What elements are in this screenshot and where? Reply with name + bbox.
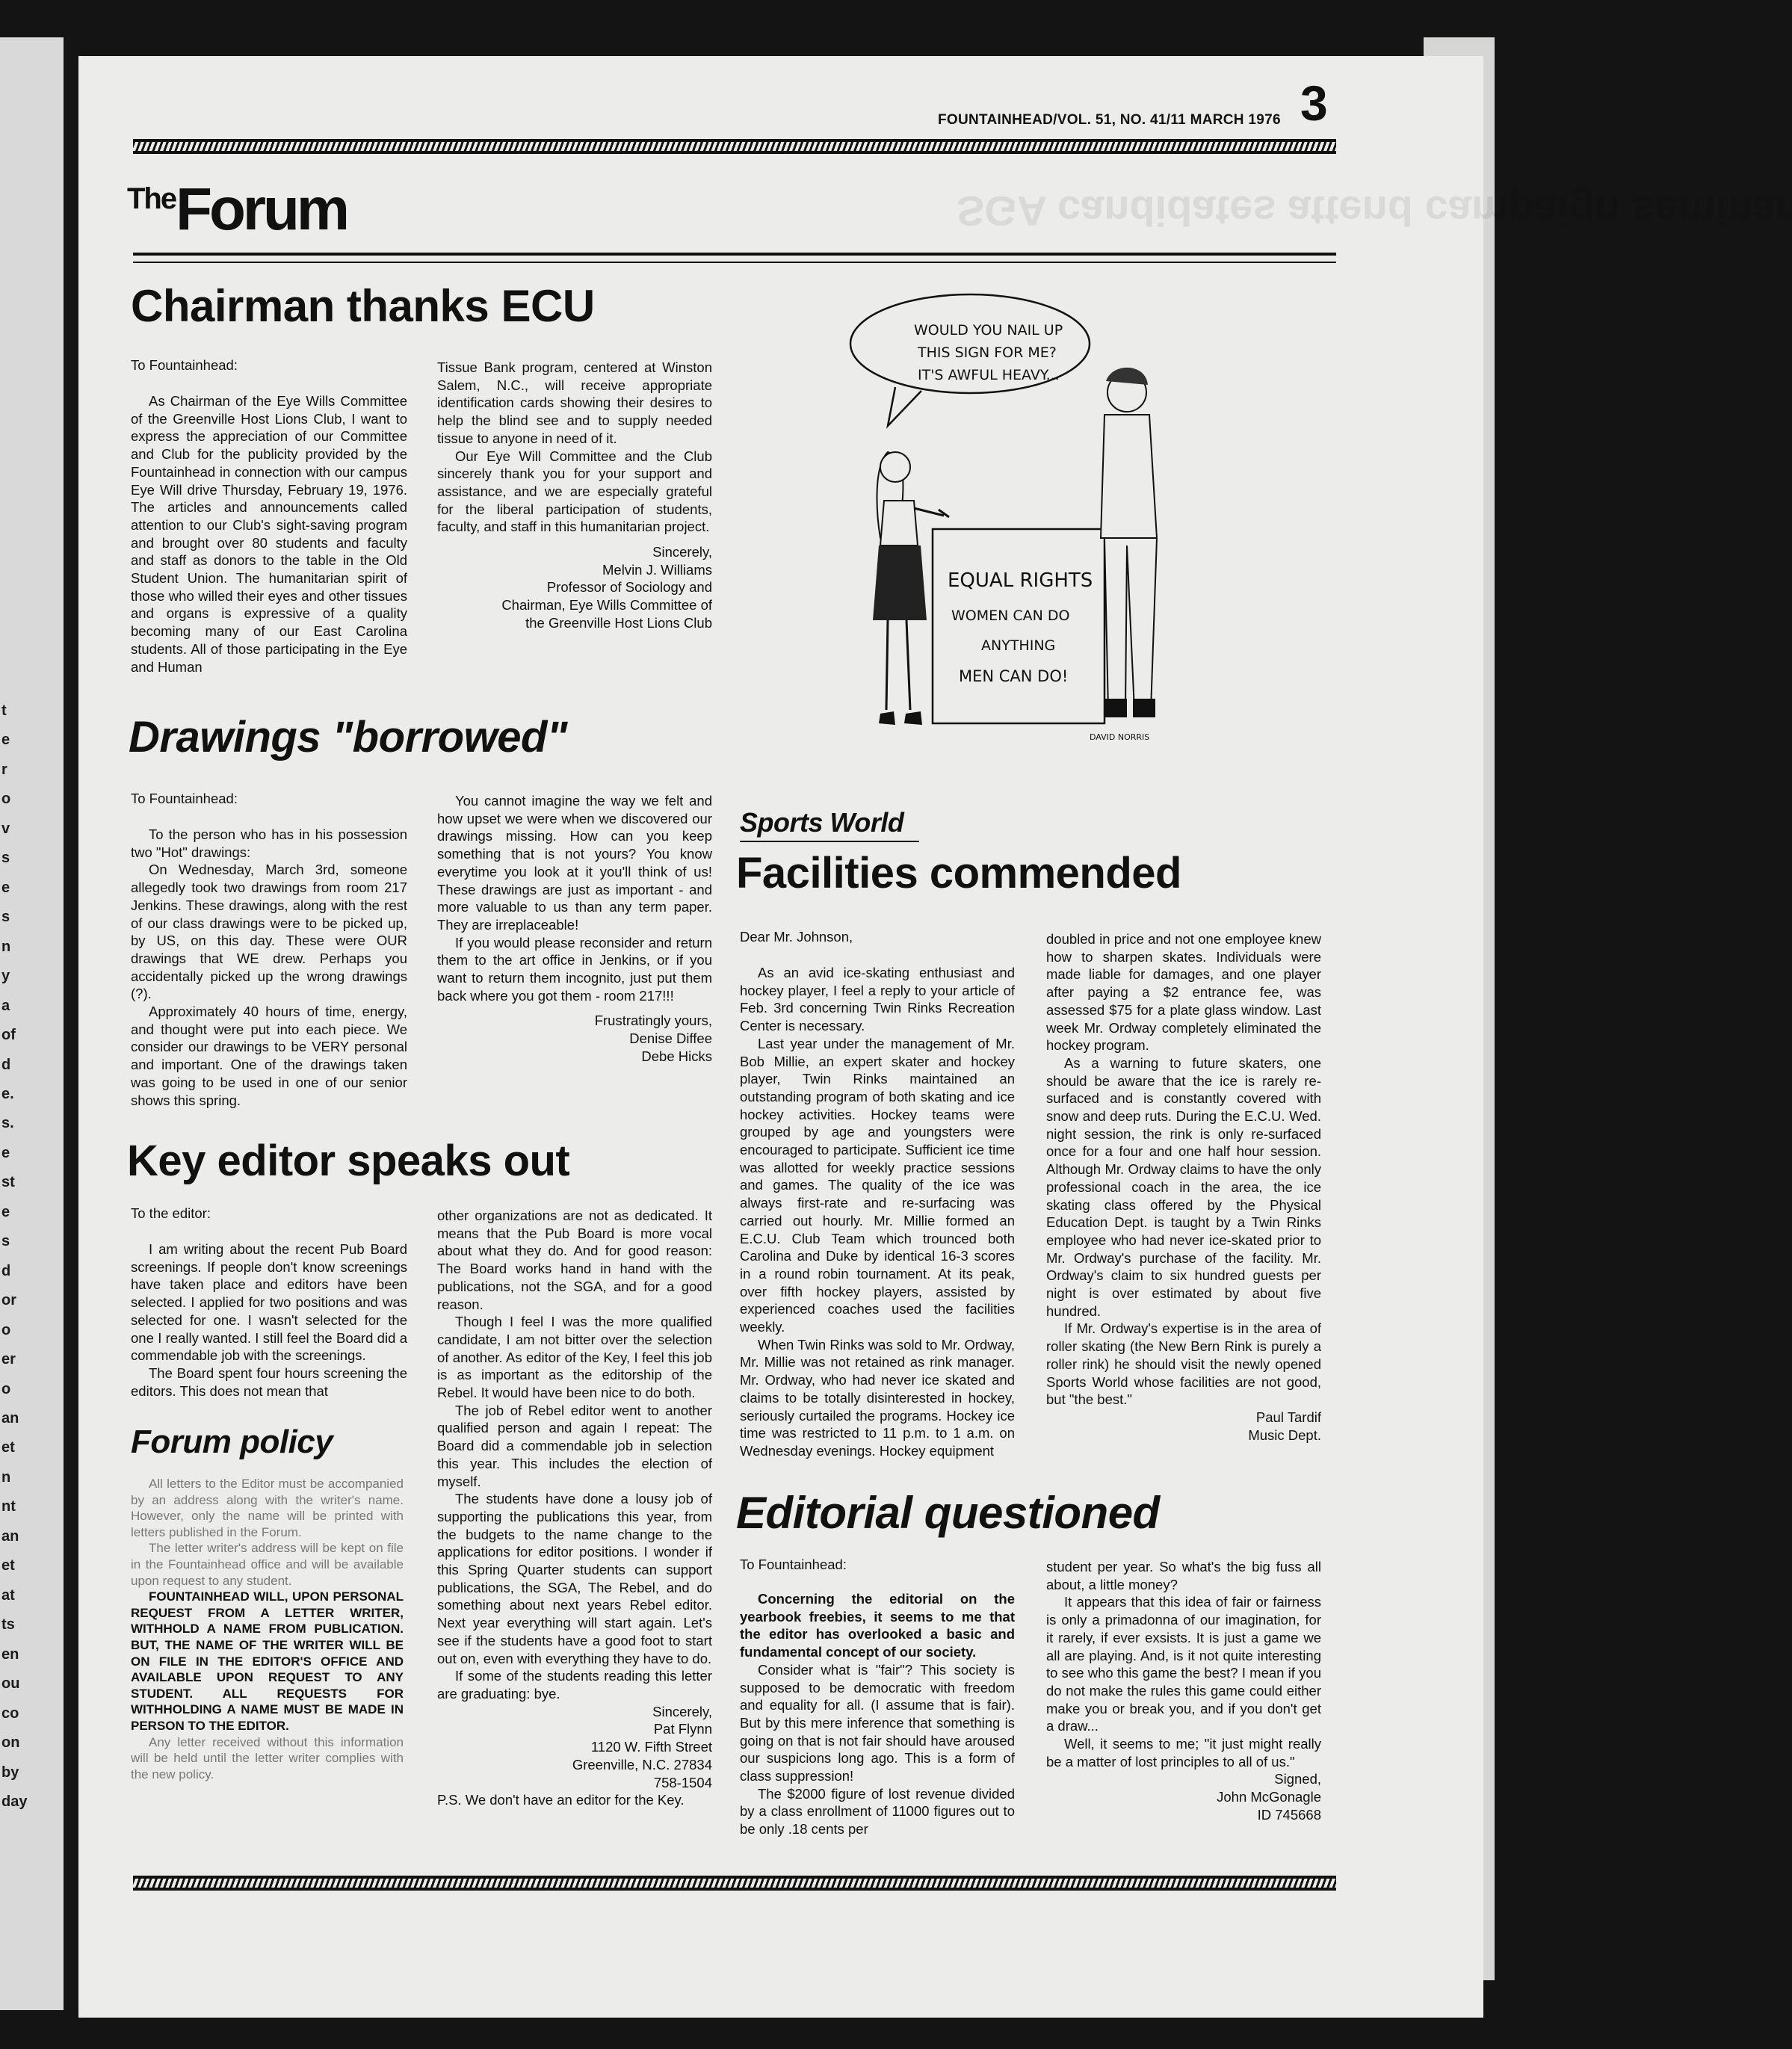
salutation-drawings: To Fountainhead: [131,791,238,806]
adjacent-page-fragment: at [1,1586,15,1604]
bubble-line-3: IT'S AWFUL HEAVY... [918,367,1060,383]
paragraph: As a warning to future skaters, one should be aware that the ice is rarely re-surfaced and is constantly covered with snow and deep ruts. During the E.C.U. Wed. night session, the rink is only re-surfaced once for a four and one half hour session. Although Mr. Ordway claims to have the only professional coach in the area, the ice skating class offered by the Physical Education Dept. is taught by a Twin Rinks employee who had never ice-skated prior to Mr. Ordway's purchase of the facility. Mr. Ordway's claim to six hundred guests per night is over estimated by about five hundred. [1046,1054,1321,1319]
adjacent-page-fragment: r [1,761,7,778]
adjacent-page-fragment: s [1,909,10,926]
adjacent-page-fragment: or [1,1292,16,1309]
sign-line-1: EQUAL RIGHTS [948,569,1093,592]
adjacent-page-fragment: s. [1,1115,14,1132]
paragraph: It appears that this idea of fair or fairness is only a primadonna of our imagination, for it rarely, if ever exsists. It is just a game we all are playing. And, is it not quite interesting to see who this game the best? I mean if you do not make the rules this game could either make you or break you, and if you don't get a draw... [1046,1594,1321,1734]
signature-line: the Greenville Host Lions Club [525,614,712,631]
adjacent-page-fragment: day [1,1793,28,1810]
paragraph: The students have done a lousy job of supporting the publications this year, from the budgets to the name change to the applications for editor positions. I wonder if this Spring Quarter students can support publications, the SGA, The Rebel, and do something about next years Rebel editor. Next year everything will start again. Let's see if the students have a good foot to start out on, even with everything they have to do. [437,1491,712,1666]
adjacent-page-fragment: e. [1,1085,14,1102]
signature-line: Debe Hicks [641,1048,712,1064]
paragraph: The Board spent four hours screening the editors. This does not mean that [131,1365,407,1399]
paragraph: I am writing about the recent Pub Board screenings. If people don't know screenings have taken place and editors have been selected. I applied for two positions and was selected for one. I wasn't selected for the one I really wanted. I still feel the Board did a commendable job with the screenings. [131,1241,407,1364]
adjacent-page-fragment: et [1,1557,15,1574]
adjacent-page-fragment: e [1,1203,10,1220]
artist-signature: DAVID NORRIS [1090,732,1150,742]
adjacent-page-fragment: e [1,732,10,749]
paragraph: Our Eye Will Committee and the Club sincerely thank you for your support and assistance, and we are especially grateful for the liberal participation of students, faculty, and staff in this humanitarian project. [437,448,712,535]
paragraph: doubled in price and not one employee knew how to sharpen skates. Individuals were made liable for damages, and one player after paying a $2 entrance fee, was assessed $75 for a plate glass window. Last week Mr. Ordway completely eliminated the hockey program. [1046,931,1321,1054]
sign-line-2: WOMEN CAN DO [951,608,1070,624]
adjacent-page-fragment: et [1,1439,15,1456]
adjacent-page-fragment: ts [1,1616,15,1634]
bubble-line-1: WOULD YOU NAIL UP [914,322,1063,339]
adjacent-page-fragment: by [1,1764,19,1781]
postscript: P.S. We don't have an editor for the Key. [437,1792,685,1808]
paragraph: If Mr. Ordway's expertise is in the area of roller skating (the New Bern Rink is purely a roller rink) he should visit the newly opened Sports World whose facilities are not good, but "the best." [1046,1320,1321,1408]
adjacent-page-fragment: v [1,820,10,837]
kicker-underline [740,841,919,842]
adjacent-page-fragment: n [1,938,11,955]
adjacent-page-fragment: an [1,1527,19,1545]
top-wavy-rule [133,139,1336,154]
signature-line: Professor of Sociology and [546,579,712,596]
drawings-column-1 [131,826,407,1109]
paragraph: Consider what is "fair"? This society is supposed to be democratic with freedom and equality for all. (I assume that is fair). But by this mere inference that something is going on that is not fair should have aroused our suspicions long ago. This is a form of class suppression! [740,1661,1015,1784]
paragraph: Well, it seems to me; "it just might really be a matter of lost principles to all of us." [1046,1736,1321,1770]
issue-info: FOUNTAINHEAD/VOL. 51, NO. 41/11 MARCH 1976 [938,112,1281,128]
paragraph: Tissue Bank program, centered at Winston Salem, N.C., will receive appropriate identification cards showing their desires to help the blind see and to supply needed tissue to anyone in need of it. [437,359,712,446]
headline-forum-policy: Forum policy [131,1424,333,1460]
adjacent-page-fragment: d [1,1056,11,1073]
sign-line-4: MEN CAN DO! [959,667,1069,685]
signature-line: ID 745668 [1257,1806,1321,1823]
paragraph: Though I feel I was the more qualified candidate, I am not bitter over the selection of another. As editor of the Key, I feel this job is as important as the editorship of the Rebel. It would have been nice to do both. [437,1314,712,1401]
salutation-facilities: Dear Mr. Johnson, [740,929,853,945]
paragraph: All letters to the Editor must be accompanied by an address along with the writer's name. However, only the name will be printed with letters published in the Forum. [131,1477,404,1539]
drawings-column-2 [437,792,712,1066]
facilities-column-1 [740,964,1015,1460]
signature-line: Signed, [1274,1771,1321,1787]
masthead-rule-thin [133,262,1336,263]
sports-world-kicker: Sports World [740,807,904,838]
paragraph: The letter writer's address will be kept on file in the Fountainhead office and will be available upon request to any student. [131,1541,404,1588]
paragraph: other organizations are not as dedicated. It means that the Pub Board is more vocal about what they do. And for good reason: The Board works hand in hand with the publications, not the SGA, and for a good reason. [437,1208,712,1312]
paragraph: If some of the students reading this letter are graduating: bye. [437,1668,712,1702]
signature-line: Frustratingly yours, [594,1013,712,1029]
bubble-line-2: THIS SIGN FOR ME? [918,344,1057,361]
salutation-editorial: To Fountainhead: [740,1557,847,1572]
adjacent-page-fragment: s [1,850,10,867]
adjacent-page-fragment: on [1,1734,20,1752]
signature-line: Sincerely, [652,1703,712,1719]
signature-line: Paul Tardif [1255,1409,1321,1425]
adjacent-page-fragment: st [1,1174,15,1191]
paragraph: Approximately 40 hours of time, energy, and thought were put into each piece. We consider our drawings to be VERY personal and important. One of the drawings taken was going to be used in one of our senior shows this spring. [131,1004,407,1108]
bottom-wavy-rule [133,1876,1336,1891]
adjacent-page-fragment: s [1,1233,10,1250]
bleed-through-text: SGA candidates attend campaign seminar [957,188,1792,235]
headline-editorial: Editorial questioned [736,1488,1160,1538]
adjacent-page-fragment: an [1,1410,19,1427]
adjacent-page-fragment: d [1,1262,11,1279]
headline-key-editor: Key editor speaks out [127,1137,570,1185]
signature-line: Greenville, N.C. 27834 [572,1756,712,1773]
paragraph: You cannot imagine the way we felt and how upset we were when we discovered our drawings missing. How can you keep something that is not yours? You know everytime you look at it you'll think of us! These drawings are just as important - and more valuable to us than any term paper. They are irreplaceable! [437,793,712,933]
paragraph: Any letter received without this information will be held until the letter writer complies with the new policy. [131,1734,404,1781]
adjacent-page-fragment: er [1,1351,16,1368]
paragraph: FOUNTAINHEAD WILL, UPON PERSONAL REQUEST FROM A LETTER WRITER, WITHHOLD A NAME FROM PUBLICATION. BUT, THE NAME OF THE WRITER WILL BE ON FILE IN THE EDITOR'S OFFICE AND AVAILABLE UPON REQUEST TO ANY STUDENT. ALL REQUESTS FOR WITHHOLDING A NAME MUST BE MADE IN PERSON TO THE EDITOR. [131,1589,404,1733]
editorial-cartoon [843,291,1202,747]
paragraph: student per year. So what's the big fuss all about, a little money? [1046,1559,1321,1592]
paragraph: The $2000 figure of lost revenue divided by a class enrollment of 11000 figures out to be only .18 cents per [740,1785,1015,1838]
headline-chairman: Chairman thanks ECU [131,281,595,331]
signature-line: Chairman, Eye Wills Committee of [501,597,712,614]
paragraph: To the person who has in his possession two "Hot" drawings: [131,826,407,860]
signature-line: Melvin J. Williams [602,561,712,578]
adjacent-page-fragment: a [1,997,10,1014]
adjacent-page-fragment: n [1,1468,11,1486]
paragraph: The job of Rebel editor went to another qualified person and again I repeat: The Board did a commendable job in selection this year. This includes the election of myself. [437,1402,712,1489]
adjacent-page-fragment: t [1,702,7,719]
masthead-rule [133,253,1336,256]
forum-policy-text [131,1476,404,1782]
paragraph: If you would please reconsider and return them to the art office in Jenkins, or if you want to return them incognito, just put them back where you got them - room 217!!! [437,934,712,1004]
salutation-key-editor: To the editor: [131,1205,211,1221]
headline-drawings: Drawings "borrowed" [129,713,567,761]
signature-line: 1120 W. Fifth Street [590,1739,712,1755]
editorial-column-2 [1046,1558,1321,1824]
adjacent-page-fragment: en [1,1645,19,1663]
signature-line: Music Dept. [1248,1427,1321,1443]
adjacent-page-fragment: nt [1,1498,16,1515]
salutation-chairman: To Fountainhead: [131,357,238,373]
adjacent-page-fragment: o [1,1380,11,1397]
adjacent-page-fragment: of [1,1027,16,1044]
page-number: 3 [1300,75,1328,131]
paragraph: As an avid ice-skating enthusiast and hockey player, I feel a reply to your article of Feb. 3rd concerning Twin Rinks Recreation Center is necessary. [740,965,1015,1034]
paragraph: Last year under the management of Mr. Bob Millie, an expert skater and hockey player, Twin Rinks maintained an outstanding program of both skating and ice hockey activities. Hockey teams were grouped by age and youngsters were encouraged to participate. Sufficient ice time was allotted for weekly practice sessions and games. The quality of the ice was always first-rate and re-surfacing was carried out hourly. Mr. Millie formed an E.C.U. Club Team which trounced both Carolina and Duke by identical 16-3 scores in a round robin tournament. At its peak, over fifth hockey players, assisted by experienced coaches used the facilities weekly. [740,1035,1015,1335]
chairman-column-2 [437,359,712,632]
key-editor-column-1 [131,1240,407,1400]
chairman-column-1 [131,392,407,676]
paragraph: Concerning the editorial on the yearbook freebies, it seems to me that the editor has overlooked a basic and fundamental concept of our society. [740,1591,1015,1660]
signature-line: Denise Diffee [629,1030,712,1047]
signature-line: 758-1504 [653,1774,712,1790]
signature-line: John McGonagle [1217,1789,1321,1805]
logo-forum: Forum [176,176,347,242]
adjacent-page-fragment: y [1,968,10,985]
key-editor-column-2 [437,1207,712,1809]
signature-line: Sincerely, [652,544,712,560]
adjacent-page-fragment: o [1,1321,11,1338]
adjacent-page-fragment: e [1,879,10,896]
paragraph: On Wednesday, March 3rd, someone allegedly took two drawings from room 217 Jenkins. These drawings, along with the rest of our class drawings were to be picked up, by US, on this day. These were OUR drawings that WE drew. Perhaps you accidentally picked up the wrong drawings (?). [131,862,407,1002]
editorial-column-1 [740,1590,1015,1838]
headline-facilities: Facilities commended [736,849,1181,897]
signature-line: Pat Flynn [653,1721,712,1737]
adjacent-page-fragment: o [1,791,11,808]
sign-line-3: ANYTHING [981,637,1056,654]
section-logo [127,176,347,242]
paragraph: As Chairman of the Eye Wills Committee of the Greenville Host Lions Club, I want to express the appreciation of our Committee and Club for the publicity provided by the Fountainhead in connection with our campus Eye Will drive Thursday, February 19, 1976. The articles and announcements called attention to our Club's sight-saving program and brought over 80 students and faculty and staff as donors to the table in the Old Student Union. The humanitarian spirit of those who willed their eyes and other tissues and organs is expressive of a quality becoming many of our East Carolina students. All of those participating in the Eye and Human [131,393,407,675]
adjacent-page-fragment: ou [1,1675,20,1693]
adjacent-page-fragment: co [1,1705,19,1722]
paragraph: When Twin Rinks was sold to Mr. Ordway, Mr. Millie was not retained as rink manager. Mr. Ordway, who had never ice skated and claims to be totally disinterested in hockey, seriously curtailed the programs. Hockey ice time was restricted to 11 p.m. to 1 a.m. on Wednesday evenings. Hockey equipment [740,1336,1015,1459]
facilities-column-2 [1046,930,1321,1444]
logo-the: The [127,182,176,215]
adjacent-page-fragment: e [1,1144,10,1161]
